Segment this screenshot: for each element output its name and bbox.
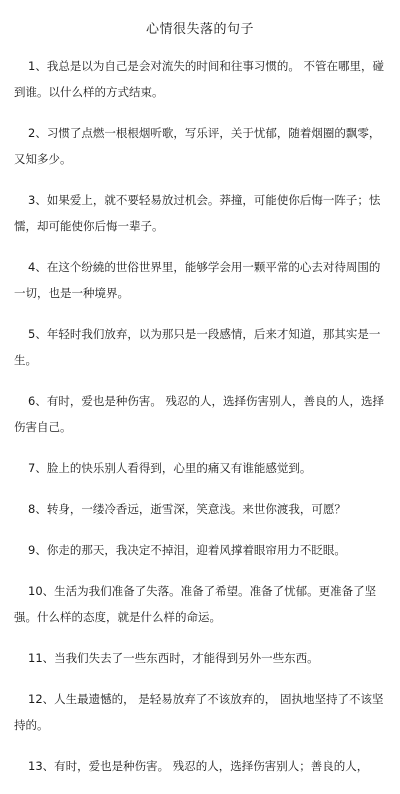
item-text: 脸上的快乐别人看得到，心里的痛又有谁能感觉到。 [46, 461, 312, 475]
item-text: 生活为我们准备了失落。准备了希望。准备了忧郁。更准备了坚强。什么样的态度，就是什么样的命运。 [14, 584, 377, 624]
item-number: 5、 [28, 327, 47, 341]
item-number: 3、 [28, 193, 47, 207]
list-item [0, 645, 400, 671]
list-item [0, 321, 400, 373]
list-item [0, 753, 400, 779]
list-item [0, 578, 400, 630]
list-item [0, 187, 400, 239]
item-number: 12、 [28, 692, 55, 706]
list-item [0, 388, 400, 440]
item-text: 如果爱上，就不要轻易放过机会。莽撞，可能使你后悔一阵子；怯懦，却可能使你后悔一辈子。 [14, 193, 381, 233]
page-title: 心情很失落的句子 [145, 22, 254, 37]
item-number: 4、 [28, 260, 47, 274]
list-item [0, 496, 400, 522]
item-number: 2、 [28, 126, 47, 140]
item-text: 年轻时我们放弃，以为那只是一段感情，后来才知道，那其实是一生。 [14, 327, 381, 367]
item-text: 习惯了点燃一根根烟听歌，写乐评，关于忧郁，随着烟圈的飘零，又知多少。 [14, 126, 381, 166]
item-text: 我总是以为自己是会对流失的时间和往事习惯的。 不管在哪里，碰到谁。以什么样的方式结束。 [14, 59, 384, 99]
list-item [0, 254, 400, 306]
sentence-list [0, 53, 400, 794]
item-text: 你走的那天，我决定不掉泪，迎着风撑着眼帘用力不眨眼。 [46, 543, 346, 557]
item-number: 1、 [28, 59, 47, 73]
item-text: 在这个纷繞的世俗世界里，能够学会用一颗平常的心去对待周围的一切，也是一种境界。 [14, 260, 381, 300]
item-text: 人生最遗憾的， 是轻易放弃了不该放弃的， 固执地坚持了不该坚持的。 [14, 692, 384, 732]
list-item [0, 120, 400, 172]
item-number: 8、 [28, 502, 47, 516]
item-text: 有时，爱也是种伤害。 残忍的人，选择伤害别人，善良的人，选择伤害自己。 [14, 394, 384, 434]
item-number: 9、 [28, 543, 47, 557]
item-number: 10、 [28, 584, 55, 598]
list-item [0, 537, 400, 563]
item-number: 13、 [28, 759, 55, 773]
item-text: 当我们失去了一些东西时，才能得到另外一些东西。 [54, 651, 319, 665]
item-number: 6、 [28, 394, 47, 408]
item-text: 转身，一缕冷香远，逝雪深，笑意浅。来世你渡我，可愿？ [46, 502, 346, 516]
list-item [0, 686, 400, 738]
list-item [0, 455, 400, 481]
item-number: 11、 [28, 651, 55, 665]
item-number: 7、 [28, 461, 47, 475]
item-text: 有时，爱也是种伤害。 残忍的人，选择伤害别人；善良的人， [54, 759, 369, 773]
list-item [0, 53, 400, 105]
